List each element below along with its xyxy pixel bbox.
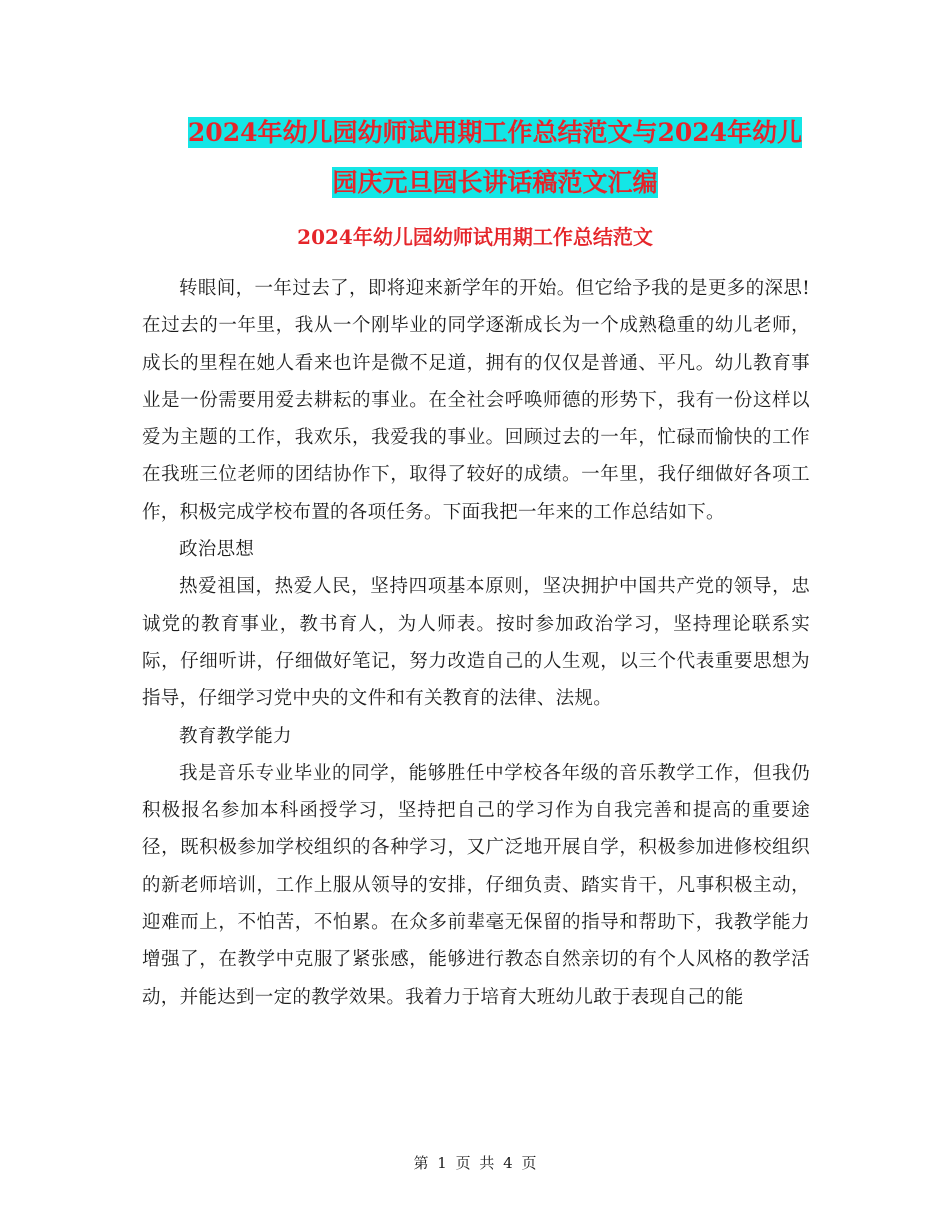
section-title: 2024年幼儿园幼师试用期工作总结范文: [297, 225, 653, 249]
document-body: [142, 270, 810, 1016]
paragraph-teaching: 我是音乐专业毕业的同学，能够胜任中学校各年级的音乐教学工作，但我仍积极报名参加本科函授学习，坚持把自己的学习作为自我完善和提高的重要途径，既积极参加学校组织的各种学习，又广泛地开展自学，积极参加进修校组织的新老师培训，工作上服从领导的安排，仔细负责、踏实肯干，凡事积极主动，迎难而上，不怕苦，不怕累。在众多前辈毫无保留的指导和帮助下，我教学能力增强了，在教学中克服了紧张感，能够进行教态自然亲切的有个人风格的教学活动，并能达到一定的教学效果。我着力于培育大班幼儿敢于表现自己的能: [142, 762, 810, 1008]
title-line-2: 园庆元旦园长讲话稿范文汇编: [332, 168, 658, 197]
heading-teaching: 教育教学能力: [179, 725, 292, 747]
page-footer: 第 1 页 共 4 页: [413, 1154, 537, 1172]
document-title: [140, 108, 850, 208]
paragraph-intro: 转眼间，一年过去了，即将迎来新学年的开始。但它给予我的是更多的深思!在过去的一年里，我从一个刚毕业的同学逐渐成长为一个成熟稳重的幼儿老师，成长的里程在她人看来也许是微不足道，拥有的仅仅是普通、平凡。幼儿教育事业是一份需要用爱去耕耘的事业。在全社会呼唤师德的形势下，我有一份这样以爱为主题的工作，我欢乐，我爱我的事业。回顾过去的一年，忙碌而愉快的工作在我班三位老师的团结协作下，取得了较好的成绩。一年里，我仔细做好各项工作，积极完成学校布置的各项任务。下面我把一年来的工作总结如下。: [142, 278, 810, 523]
heading-politics: 政治思想: [179, 539, 255, 561]
title-line-1: 2024年幼儿园幼师试用期工作总结范文与2024年幼儿: [187, 118, 803, 147]
paragraph-politics: 热爱祖国，热爱人民，坚持四项基本原则，坚决拥护中国共产党的领导，忠诚党的教育事业，教书育人，为人师表。按时参加政治学习，坚持理论联系实际，仔细听讲，仔细做好笔记，努力改造自己的人生观，以三个代表重要思想为指导，仔细学习党中央的文件和有关教育的法律、法规。: [142, 576, 810, 710]
